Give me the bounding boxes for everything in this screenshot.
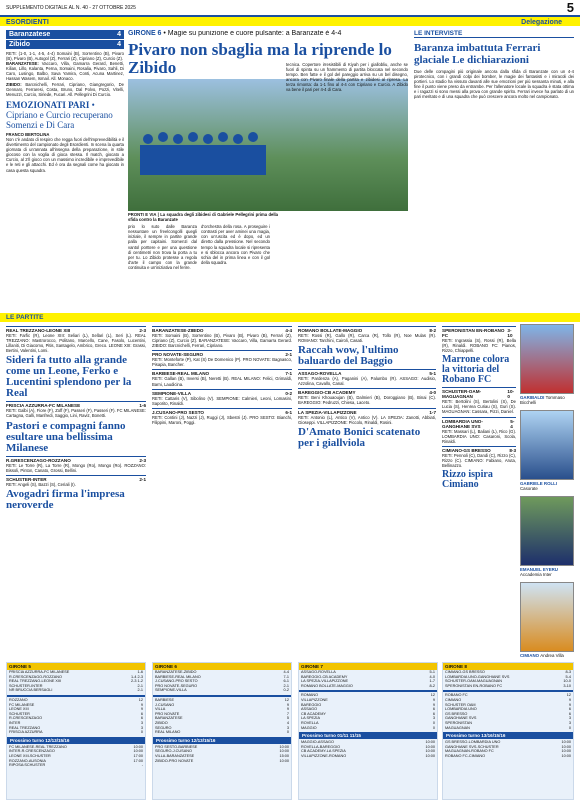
match-name: LOMBARDIA UNO-GANGHIANE SVS [442, 418, 483, 429]
row-value: 3-10 [563, 683, 571, 688]
row-label: REAL TREZZANO-LEONE XIII [9, 679, 62, 684]
match-name: BARANZATESE-ZIBIDO [152, 328, 204, 333]
match-text: RETI: Pardenza (A), Paganini (A), Palumbo (R). ASSAGO: Audisio, Azzolina, Cavallo, Canal. [298, 376, 436, 387]
match-name: BARBIESE-REAL MILANO [152, 371, 210, 377]
kickoff: 10:00 [425, 740, 435, 745]
team-points: 0 [432, 725, 435, 730]
next-round-title: Prossimo turno 12/13/15/16 [7, 737, 145, 744]
girone-header: GIRONE 8 [443, 663, 573, 670]
team-points: 3 [568, 720, 571, 725]
team-points: 3 [140, 720, 143, 725]
team-name: GS BRESSO [445, 711, 468, 716]
article-col: tecnica. Copertore irresistibili di Kiyah per i giallobliu, anche se fuori di spinta su un frammento di partita bloccata nel secondo tempo. Ben fatte e il gol del pareggio arriva su un bel disegno, ancora con Pivaro finale della partita e zibidesi al ripresa. La terza rimonta: da 1-1 fino al 4-4 con Cipriano e Curcio. A Zibido va bene il pari per 4-4 di Cara. [286, 62, 408, 93]
photo-caption [520, 395, 574, 405]
match-text: RETI: Ingrassia (S), Rossi (R), Bella (R), Rinaldi. ROBANO FC: Pianos, Rizzo, Chiappelli. [442, 338, 516, 354]
row-value: 1-7 [429, 679, 435, 684]
results-strip: LE PARTITE [0, 313, 580, 322]
headline-rest: • Cipriano e Curcio recuperano Somenzi e Di Cara [6, 99, 113, 130]
standings-card [442, 662, 574, 800]
row-value: 4-0 [429, 674, 435, 679]
next-row [443, 754, 573, 759]
team-name: SCHUSTER [9, 711, 30, 716]
team-points: 9 [286, 702, 289, 707]
interview-box [414, 30, 574, 312]
match-score: 4-4 [285, 328, 292, 333]
team-photo-art [128, 79, 278, 211]
kickoff: 10:00 [425, 744, 435, 749]
team-points: 0 [432, 720, 435, 725]
caption-name: GABRIELE ROLLI [520, 481, 558, 486]
team-points: 6 [568, 707, 571, 712]
match-title [152, 389, 292, 396]
lineup-text: Vaccaro, Villa, Gamarra Gerard, Benetti, Kilian, Lillo, Kalanta, Perna, Somaini, Rosalia, Pivaro, Sahli, Di Caro, Lusingo, Balbo, Sava Yamira, Conti, Acuna Martinez, Hassan Wasem, Ismail. All. Monaco. [6, 61, 124, 82]
byline: FRANCO BERTOLINA [6, 131, 50, 137]
team-points: 0 [286, 730, 289, 735]
row-label: PRISCIA AZZURRA-FC MILANESE [9, 670, 70, 674]
kickoff: 10:00 [133, 744, 143, 749]
match-text: RETI: Angeli (S), Bazzi (S), Ceriali (I). [6, 481, 76, 487]
row-value: 2-1 [283, 683, 289, 688]
baranzatese-lineup [6, 61, 124, 81]
result-row [7, 688, 145, 693]
kickoff: 10:00 [425, 749, 435, 754]
match-headline: Sideri fa tutto alla grande come un Leone, Ferko e Lucentini splendono per la Real [6, 354, 132, 400]
match-text: RETI: Le Torre (R), La Torre (R), Mongo (Ro), Mongo (Ro). ROZZANO: Bissoli, Pinton, Canato, Grossi, Bellini. [6, 462, 146, 473]
table-title [443, 690, 573, 692]
match-text: RETI: Monteforte (P), Kat (S) De Domenico (P). PRO NOVATE: Bagnasco, Pisapia, Bancher. [152, 357, 292, 368]
team-points: 12 [430, 693, 435, 698]
kickoff: 10:00 [561, 744, 571, 749]
row-label: NR BRUCCIA BERSAGLI [9, 688, 53, 693]
match-title [152, 408, 292, 415]
table-title [153, 695, 291, 697]
caption-name: GARIBALDI [520, 395, 545, 400]
result-row [153, 688, 291, 693]
match-text: RETI: Gallan (B), Inversi (B), Neretti (B). REAL MILANO: Felici, Grimaldi, Barni, Laudicina. [152, 376, 292, 387]
team-points: 0 [140, 730, 143, 735]
match-title [298, 408, 436, 415]
row-label: J.CUSANO-PRO SESTO [155, 679, 198, 684]
zibido-lineup [6, 82, 124, 97]
team-points: 9 [568, 697, 571, 702]
team-points: 3 [568, 716, 571, 721]
row-value: 10-0 [563, 679, 571, 684]
match-text: RETI: Antonio (L), Antico (V), Antico (V). LA SPEZIA: Zanotti, Abbiati, Gioseppi. VILLAPIZZONE: Piccolo, Rinaldi, Rosini. [298, 414, 436, 425]
table-row [7, 730, 145, 735]
girone-label: GIRONE 6 [128, 30, 162, 37]
match-score: 5-4 [510, 418, 515, 429]
match-score: 2-1 [285, 352, 292, 358]
next-row [7, 763, 145, 768]
player-photo [520, 582, 574, 652]
team-name: FRISCIA AZZURRA [9, 730, 43, 735]
match-name: BAREGGIO-CB ACADEMY [298, 390, 356, 396]
standings-card [298, 662, 438, 800]
team-points: 9 [286, 707, 289, 712]
lineup-label: BARANZATESE: [6, 61, 39, 67]
match-score: 2-3 [139, 457, 146, 463]
team2-name: Zibido [9, 41, 30, 48]
fixture: RIPOSA:SCHUSTER [9, 763, 46, 768]
match-text: RETI: Galbi (A), Fiore (F), Zoff (F), Passeri (F), Passeri (F). FC MILANESE: Cartagna, Galli, Manfredi, Saggio, Lini, Raviz, Bonetti. [6, 408, 146, 419]
section-title: ESORDIENTI [6, 19, 49, 26]
match-name: PRO NOVATE-SEGURO [152, 352, 204, 358]
team-points: 12 [566, 693, 571, 698]
interview-text: Due delle compagini più originale ancora dalla sfida di Baranzate con un 4-4 pirotecnico, con i grandi colpi dei bomber, le magie dei fantasisti e i miracoli dei portieri. Lo stadio ha vissuto davanti alle sue emozioni per più sessanta minuti, e alla fine il punto viene preso da entrambe. Per l'allenatore locale la squadra è stata ottima e i ragazzi si sono messi alla prova con grande spirito. Ferrari invece ha parlato di un pari meritato e di una squadra che può crescere ancora molto nel campionato. [414, 69, 574, 100]
result-row [299, 684, 437, 689]
kickoff: 17:00 [133, 758, 143, 763]
team-points: 5 [286, 716, 289, 721]
team-name: SEGURO [155, 725, 172, 730]
row-label: SEMPIONE-VILLA [155, 688, 187, 693]
team1-score: 4 [117, 31, 121, 38]
fixture: GS BRESSO-LOMBARDIA UNO [445, 740, 501, 745]
fixture: ROVELLA-BAREGGIO [301, 744, 341, 749]
team-points: 12 [138, 697, 143, 702]
results-col-3 [298, 324, 436, 659]
table-row [443, 726, 573, 731]
table-title [7, 695, 145, 697]
team-name: REAL MILANO [155, 730, 181, 735]
table-row [299, 726, 437, 731]
kickoff: - [141, 763, 143, 768]
match-title [298, 326, 436, 333]
match-title [442, 446, 516, 453]
match-name: J.CUSANO-PRO SESTO [152, 409, 204, 415]
match-score: 1-7 [429, 409, 436, 415]
match-text: RETI: Contini (J), Nazzi (J), Ruggi (J), Sbestri (J). PRO SESTO: Bianchi, Filippini, Maroni, Poggi. [152, 414, 292, 425]
kickoff: 10:00 [133, 749, 143, 754]
team-name: FC MILANESE [9, 702, 35, 707]
team-points: 9 [140, 702, 143, 707]
player-photo [520, 496, 574, 566]
team-name: VILLAPIZZONE [301, 697, 328, 702]
team-name: GANGHIANE SVS [445, 716, 477, 721]
team-points: 6 [432, 707, 435, 712]
row-label: ASSAGO-ROVELLA [301, 670, 336, 674]
match-title [6, 401, 146, 408]
row-label: LA SPEZIA-VILLAPIZZONE [301, 679, 349, 684]
match-text: RETI: Cattaris (V), Sibolino (V). SEMPIONE: Calmieri, Leoni, Lomasini, Saporito, Rinaldi. [152, 395, 292, 406]
next-round-title: Prossimo turno 01/11 11/15 [299, 732, 437, 739]
match-title [6, 456, 146, 463]
row-value: 0-2 [283, 688, 289, 693]
fixture: CB ACADEMY-LA SPEZIA [301, 749, 346, 754]
team1-name: Baranzatese [9, 31, 51, 38]
article-col: prio lo suto dalle Baranza nessuntare un freelcongolli quegli iniziale, il sempre in partite grande palla per capitaini. Somenzi dal vantol porttere e per una questione di centimetri non trova la porta a tu per tu. Lo Zibido protesse a regola d'arte il campo con la grande continuita e un'iniziativa nel ferire. [128, 224, 197, 270]
match-score: 4-0 [429, 390, 436, 396]
team-points: 3 [432, 716, 435, 721]
row-value: 1-4 2-3 [130, 674, 143, 679]
team-points: 6 [432, 711, 435, 716]
match-score: 8-3 [509, 447, 516, 453]
team-points: 0 [568, 725, 571, 730]
team-name: LA SPEZIA [301, 716, 320, 721]
match-score: 6-1 [285, 409, 292, 415]
match-name: ASSAGO-ROVELLA [298, 371, 342, 377]
match-title [298, 388, 436, 395]
match-title [442, 417, 516, 429]
row-value: 2-3 1-2 [130, 679, 143, 684]
fixture: INTER-R.CRESCENZAGO [9, 749, 55, 754]
match-name: SCHUSTER-INTER [6, 476, 47, 482]
fixture: ROZZANO-AUSONIA [9, 758, 46, 763]
match-title [298, 369, 436, 376]
match-headline: Avogadri firma l'impresa neroverde [6, 487, 125, 511]
fixture: VILLAPIZZONE-ROMANO [301, 753, 347, 758]
match-score: 5-1 [429, 371, 436, 377]
match-headline: D'Amato Bonici scatenato per i giallviola [298, 425, 421, 449]
team-name: LOMBARDIA UNO [445, 707, 477, 712]
row-label: BARBIESE-REAL MILANO [155, 674, 201, 679]
girone-header: GIRONE 6 [153, 663, 291, 670]
match-text: RETI: Farfic (R), Leone XIII: Seliari (L), Sellari (L), Seri (L). REAL TREZZANO: Mastrorocco, Politano, Marcello, Cane, Fasolo, Lucentini, Lillaniti, Di Giacomo, Pitis, Santagelo, Ambrico, Greco. LEONE XIII: Grassi, Bertini, Valentini, Lomi. [6, 333, 146, 354]
kickoff: 10:00 [561, 753, 571, 758]
kickoff: 10:00 [279, 758, 289, 763]
team-points: 6 [568, 711, 571, 716]
match-text: RETI: Bertolini (S), Bertolini (S), De Lucia (S), Henrea Curiau (S), Guri (S). MAGUAGNAN: Cassara, Pizzi, Daniel. [442, 399, 516, 415]
match-text: RETI: Pennoli (C), Dandi (C), Rizzo (C), Rizzo (C). CIMIANO: Fabiano, Aruta, Bellinazzo. [442, 452, 516, 469]
fixture: ROBANO FC-CIMIANO [445, 753, 486, 758]
match-title [6, 326, 146, 333]
row-label: SPERONISTAN EN-ROBANO FC [445, 683, 503, 688]
standings-card [152, 662, 292, 800]
match-name: SEMPIONE-VILLA [152, 390, 192, 396]
row-value: 7-1 [283, 674, 289, 679]
kickoff: 10:00 [425, 753, 435, 758]
match-title [442, 387, 516, 399]
standings-card [6, 662, 146, 800]
team-points: 9 [432, 697, 435, 702]
results-col-4 [442, 324, 516, 659]
next-round-title: Prossimo turno 12/13/15/16 [153, 737, 291, 744]
table-title [299, 690, 437, 692]
match-score: 3-10 [507, 328, 513, 338]
team-points: 3 [286, 725, 289, 730]
caption-sub: Accademia Inter [520, 572, 552, 577]
girone-line [128, 30, 408, 37]
match-name: REAL TREZZANO-LEONE XIII [6, 328, 71, 333]
results-col-2 [152, 324, 292, 659]
team-name: CB ACADEMY [301, 711, 326, 716]
results-col-1 [6, 324, 146, 659]
table-row [153, 730, 291, 735]
match-name: SPERONISTAN EN-ROBANO FC [442, 328, 505, 338]
row-label: LOMBARDIA UNO-GANGHIANE SVS [445, 674, 510, 679]
match-score: 0-2 [285, 390, 292, 396]
headline-bold: EMOZIONATI PARI [6, 99, 90, 110]
match-title [152, 369, 292, 376]
row-value: 2-1 [137, 683, 143, 688]
article-body: Non c'è andato di respiro che regga fuori dell'imprevedibilità e il divertimento del campionato degli Esordienti. In scena la quarta giornata di un'annata all'insegna della preparazione, in stile giocoso con la voglia di gioca stessa. Il match, giocato a Curcio, al 2'il gioco con un massimo incredibile e imprevedibile e le reti e gli attacchi. Ed è ora da segnali come ha giocato in casa questa squadra. [6, 136, 124, 173]
team-points: 6 [140, 711, 143, 716]
match-score: 2-3 [139, 328, 146, 333]
match-score: 1-6 [139, 403, 146, 409]
row-label: ROMANO BOLLATE-MAGGIO [301, 683, 353, 688]
player-photo [520, 410, 574, 480]
team-name: LEONE XIII [9, 707, 29, 712]
team-name: ROZZANO [9, 697, 28, 702]
team-name: VILLA [155, 707, 166, 712]
match-name: CIMIANO-GS BRESSO [442, 447, 491, 453]
team-name: BAREGGIO [301, 702, 322, 707]
team-points: 4 [286, 720, 289, 725]
row-label: BAREGGIO-CB ACADEMY [301, 674, 348, 679]
interview-headline: Baranza imbattuta Ferrari glaciale Le dichiarazioni [414, 42, 541, 66]
kickoff: 15:00 [279, 753, 289, 758]
caption-sub: Andrea Villa [540, 653, 564, 658]
match-headline: Marrone colora la vittoria del Robano FC [442, 354, 510, 386]
fixture: SEGURO-J.CUSANO [155, 749, 192, 754]
team-name: BARBIESE [155, 697, 174, 702]
caption-sub: Casorate [520, 486, 538, 491]
caption-sub: Tommaso Bicchelli [520, 395, 565, 405]
interview-label: LE INTERVISTE [414, 30, 574, 38]
match-score: 2-1 [139, 476, 146, 482]
lineup-text: Barcnichelli, Ferrari, Cipriano, Giangregorio, De Gennaro, Ferraresi, Costa, Bruno, Dal Polvo, Pozzi, Vitelli, Menuzzi, Curcio, Siriede, Fucari. All. Pellegrini Di Curcio. [6, 81, 124, 97]
row-value: 5-4 [565, 674, 571, 679]
row-label: BARANZATESE-ZIBIDO [155, 670, 197, 674]
match-headline: Rizzo ispira Cimiano [442, 469, 493, 491]
team2-score: 4 [117, 41, 121, 48]
match-name: LA SPEZIA-VILLAPIZZONE [298, 409, 357, 415]
match-headline: Pastori e compagni fanno esultare una bellissima Milanese [6, 419, 126, 454]
row-label: SCHUSTER-OAM-MAGUAGNAN [445, 679, 502, 684]
team-points: 6 [140, 716, 143, 721]
fixture: FC MILANESE-REAL TREZZANO [9, 744, 67, 749]
supplement-line: SUPPLEMENTO DIGITALE AL N. 40 - 27 OTTOBRE 2025 [6, 5, 136, 11]
row-label: R.CRESCENZAGO-ROZZANO [9, 674, 62, 679]
photo-caption: PRONTI E VIA | La squadra degli zibidesi di Gabriele Pellegrini prima della sfida contro la Baranzate [128, 212, 278, 223]
girone-header: GIRONE 5 [7, 663, 145, 670]
row-value: 1-6 [137, 670, 143, 674]
team-points: 12 [284, 697, 289, 702]
match-score: 10-0 [507, 389, 515, 400]
match-name: ROMANO BOLLATE-MAGGIO [298, 328, 363, 333]
match-title [442, 326, 516, 338]
match-name: SCHUSTER-OAM-MAGUAGNAN [442, 389, 482, 400]
team-name: SCHUSTER OAM [445, 702, 476, 707]
kickoff: 10:00 [279, 749, 289, 754]
goals-text: RETI: (1-0, 1-1, 4-5, 4-4) Somaini (B), Sorrentino (B), Pivaro (B), Pivaro (B), Autogol (Z), Ferrari (Z), Cipriano (Z), Curcio (Z). [6, 51, 124, 62]
team-points: 7 [286, 711, 289, 716]
match-name: R.GRESCENZAGO-ROZZANO [6, 457, 71, 463]
team-name: ROMANO [301, 693, 319, 698]
match-text: RETI: Somaini (B), Sorrentino (B), Pivaro (B), Pivaro (B), Ferrari (Z), Cipriano (Z), Curcio (Z). BARANZATESE: Vaccaro, Villa, Gamarra Gerard. ZIBIDO: Barcnichelli, Ferrari, Cipriano. [152, 333, 292, 349]
team1-row [6, 30, 124, 39]
result-row [443, 684, 573, 689]
team-points: 3 [140, 725, 143, 730]
match-text: RETI: Beni Khouaoujan (B), Dalmieri (B), Doroggiano (B), Binai (C). BAREGGIO: Pedruzzi, Chiesa, Laceto. [298, 395, 436, 406]
match-text: RETI: Rossi (R), Gallo (R), Carca (R), Tollo (R), Noe Mulas (R). ROMANO: Tarchini, Cairoli, Casati. [298, 333, 436, 344]
article-col: d'orchestra della rosa. A proseguire i contrasti per aver aminei una magia, con un'uscita ed è dopo, ed un diretto dalla pressione. Nel secondo tempo la squadra locale si ripresenta e si sblocca ancora con Pivaro che schia del in prima linea e con il gol della squadra. [201, 224, 270, 265]
photo-caption [520, 567, 574, 577]
fixture: ZIBIDO-PRO NOVATE [155, 758, 194, 763]
match-name: FRISCIA AZZURRA-FC MILANESE [6, 403, 81, 409]
team-name: ROVELLA [301, 720, 319, 725]
team-name: MAGGIO [301, 725, 317, 730]
caption-name: CIMIANO [520, 653, 540, 658]
next-round-title: Prossimo turno 13/16/15/16 [443, 732, 573, 739]
fixture: GANGHIANE SVS-SCHUSTER [445, 744, 499, 749]
team-name: BARANZATESE [155, 716, 183, 721]
page-number: 5 [566, 0, 574, 15]
match-score: 7-1 [285, 371, 292, 377]
fixture: PRO SESTO-BARBIESE [155, 744, 198, 749]
row-label: SCHUSTER-INTER [9, 683, 43, 688]
team-points: 9 [140, 707, 143, 712]
team-name: MAGUAGNAN [445, 725, 470, 730]
row-value: 8-2 [429, 683, 435, 688]
next-row [299, 754, 437, 759]
caption-name: EMANUEL EYERU [520, 567, 558, 572]
team-points: 9 [568, 702, 571, 707]
team-name: INTER [9, 720, 21, 725]
row-value: 8-3 [565, 670, 571, 674]
team-name: ZIBIDO [155, 720, 168, 725]
fixture: VILLA-BARANZATESE [155, 753, 195, 758]
match-title [6, 475, 146, 482]
team-name: ROBANO FC [445, 693, 468, 698]
match-headline: Raccah wow, l'ultimo baluardo del Baggio [298, 344, 399, 368]
fixture: MAGGIO-ASSAGO [301, 740, 334, 745]
team-name: PRO NOVATE [155, 711, 180, 716]
row-label: CIMIANO-GS BRESSO [445, 670, 485, 674]
team-name: REAL TREZZANO [9, 725, 41, 730]
fixture: LEONE XIII-SCHUSTER [9, 753, 51, 758]
match-text: RETI: Massari (L), Baliani (L), Rico (G). LOMBARDIA UNO: Casaroni, Scola, Rinaldi. [442, 428, 516, 444]
match-sidebar [6, 30, 124, 310]
section-bar [0, 15, 580, 26]
headline: Pivaro non sbaglia ma la riprende lo Zibido [128, 40, 392, 77]
next-row [153, 759, 291, 764]
photo-caption [520, 481, 574, 491]
tagline: • Magie su punizione e cuore pulsante: a Baranzate è 4-4 [163, 30, 342, 37]
section-right: Delegazione [521, 19, 562, 26]
photo-caption [520, 653, 574, 658]
match-score: 8-2 [429, 328, 436, 333]
girone-header: GIRONE 7 [299, 663, 437, 670]
team-name: R.CRESCENZAGO [9, 716, 43, 721]
kickoff: 17:00 [133, 753, 143, 758]
kickoff: 10:00 [279, 744, 289, 749]
team-name: CIMIANO [445, 697, 462, 702]
row-value: 6-1 [283, 679, 289, 684]
match-title [152, 350, 292, 357]
row-value: 4-4 [283, 670, 289, 674]
row-label: PRO NOVATE-SEGURO [155, 683, 198, 688]
team2-row [6, 40, 124, 49]
row-value: 2-1 [137, 688, 143, 693]
team-name: SPERONISTAN [445, 720, 472, 725]
article-col3 [286, 62, 408, 312]
team-name: ASSAGO [301, 707, 318, 712]
kickoff: 10:00 [561, 749, 571, 754]
row-value: 5-1 [429, 670, 435, 674]
team-name: J.CUSANO [155, 702, 175, 707]
lineup-label: ZIBIDO: [6, 81, 22, 87]
sidebar-headline [6, 100, 124, 130]
player-photo [520, 324, 574, 394]
kickoff: 10:00 [561, 740, 571, 745]
team-points: 9 [432, 702, 435, 707]
fixture: MAGUAGNAN-ROBANO FC [445, 749, 494, 754]
match-title [152, 326, 292, 333]
